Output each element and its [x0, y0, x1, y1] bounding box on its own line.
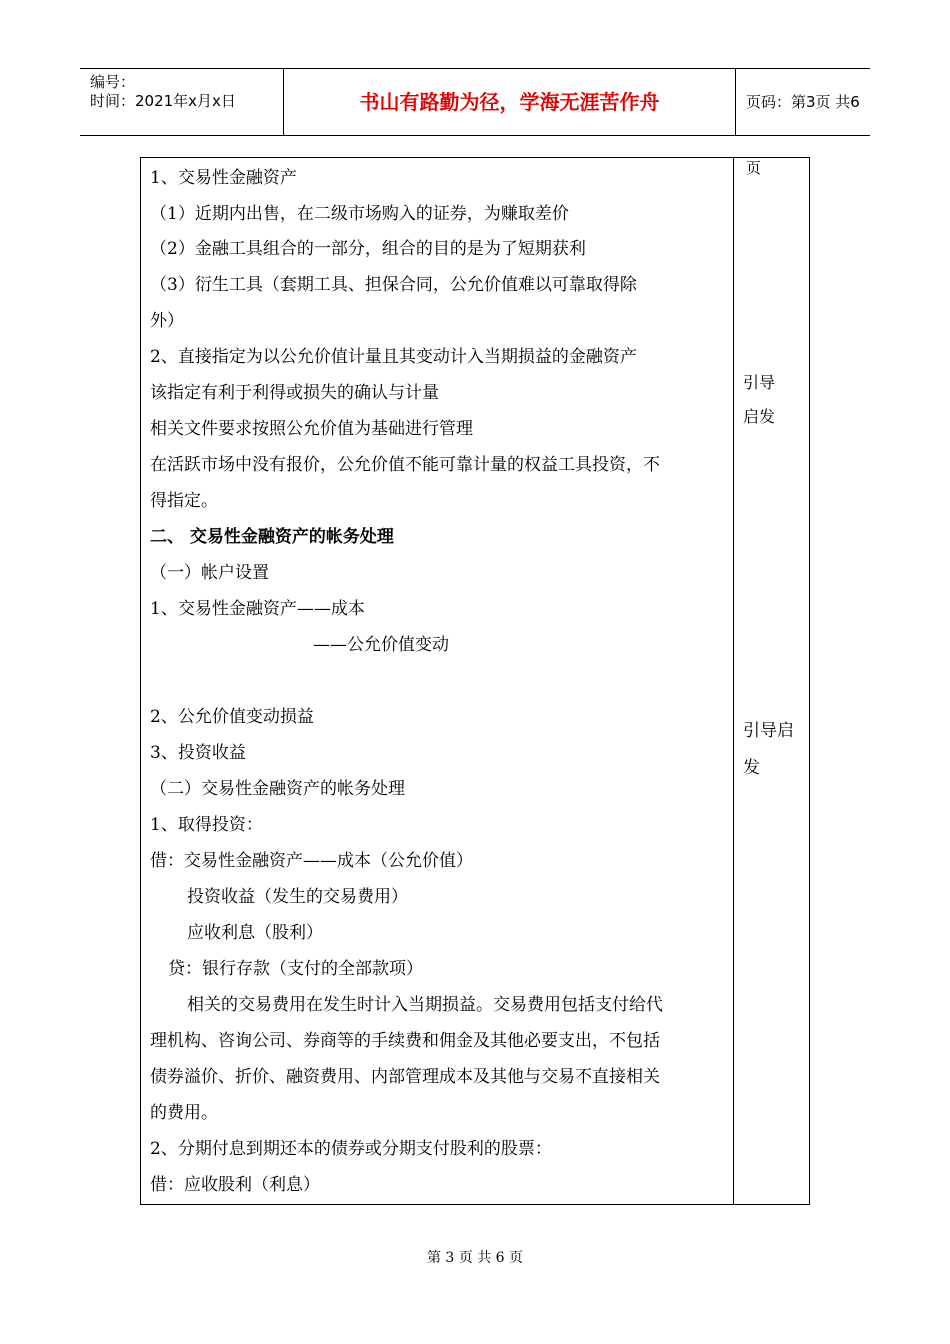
text-line: 借：交易性金融资产——成本（公允价值）	[150, 851, 473, 871]
header-meta	[80, 69, 283, 135]
time-label: 时间：2021年x月x日	[90, 92, 236, 110]
text-line: 外）	[150, 311, 184, 331]
text-line: 1、交易性金融资产——成本	[150, 599, 365, 619]
text-line: 1、取得投资：	[150, 815, 263, 835]
note-text: 启发	[743, 407, 776, 426]
text-line: 投资收益（发生的交易费用）	[187, 887, 408, 907]
text-line: （二）交易性金融资产的帐务处理	[150, 779, 405, 799]
text-line: （一）帐户设置	[150, 563, 269, 583]
note-text: 发	[743, 758, 760, 778]
text-line: ——公允价值变动	[313, 635, 449, 655]
page-code: 页码：第3页 共6页	[746, 93, 860, 177]
text-line: 理机构、咨询公司、券商等的手续费和佣金及其他必要支出，不包括	[150, 1031, 660, 1051]
number-label: 编号：	[90, 73, 136, 91]
note-text: 引导	[743, 373, 776, 392]
page-header	[80, 68, 870, 177]
text-line: 在活跃市场中没有报价，公允价值不能可靠计量的权益工具投资，不	[150, 455, 660, 475]
text-line: 2、公允价值变动损益	[150, 707, 314, 727]
text-line: （1）近期内出售，在二级市场购入的证券，为赚取差价	[150, 204, 569, 224]
content-cell	[141, 158, 734, 1204]
text-line: 2、直接指定为以公允价值计量且其变动计入当期损益的金融资产	[150, 347, 637, 367]
note-text: 引导启	[743, 721, 794, 741]
motto: 书山有路勤为径，学海无涯苦作舟	[283, 69, 736, 135]
text-line: 该指定有利于利得或损失的确认与计量	[150, 383, 439, 403]
section-heading: 二、 交易性金融资产的帐务处理	[150, 527, 394, 547]
text-line: （2）金融工具组合的一部分，组合的目的是为了短期获利	[150, 239, 586, 259]
text-line: 2、分期付息到期还本的债券或分期支付股利的股票：	[150, 1139, 552, 1159]
text-line: 应收利息（股利）	[187, 923, 323, 943]
content-table	[140, 157, 810, 1205]
text-line: 1、交易性金融资产	[150, 168, 297, 188]
notes-cell	[734, 158, 809, 1204]
text-line: （3）衍生工具（套期工具、担保合同，公允价值难以可靠取得除	[150, 275, 637, 295]
text-line: 相关的交易费用在发生时计入当期损益。交易费用包括支付给代	[187, 995, 663, 1015]
text-line: 的费用。	[150, 1103, 218, 1123]
text-line: 3、投资收益	[150, 743, 246, 763]
text-line: 得指定。	[150, 491, 218, 511]
page-footer: 第 3 页 共 6 页	[426, 1250, 524, 1266]
text-line: 债券溢价、折价、融资费用、内部管理成本及其他与交易不直接相关	[150, 1067, 660, 1087]
text-line: 借：应收股利（利息）	[150, 1175, 320, 1195]
text-line: 贷：银行存款（支付的全部款项）	[168, 959, 423, 979]
text-line: 相关文件要求按照公允价值为基础进行管理	[150, 419, 473, 439]
